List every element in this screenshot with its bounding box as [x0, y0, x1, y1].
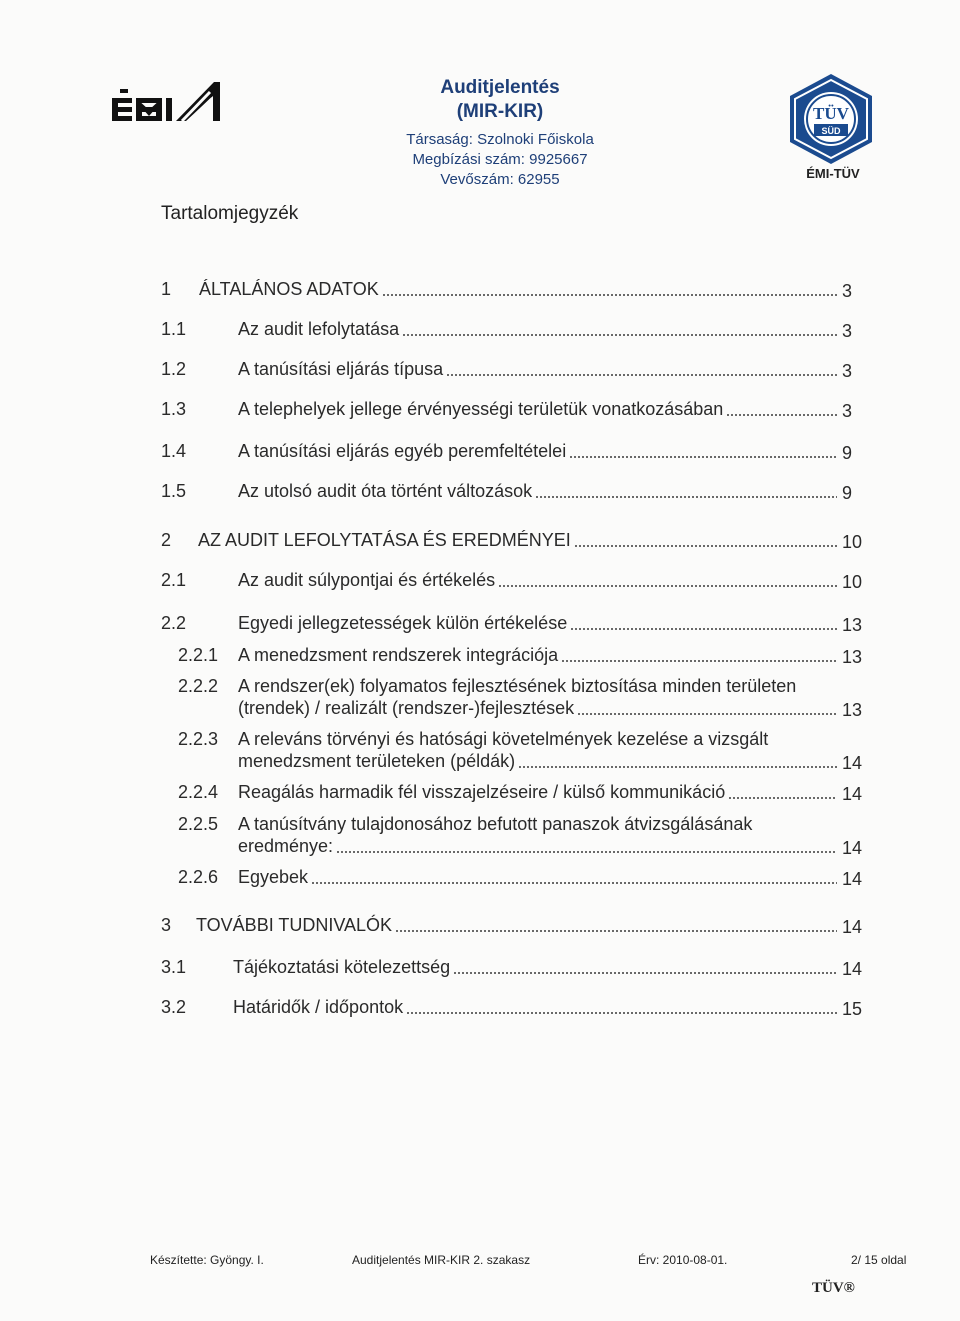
- footer-page-number: 2/ 15 oldal: [851, 1253, 907, 1267]
- toc-dot-leader: [569, 455, 837, 459]
- company-line: Társaság: Szolnoki Főiskola: [406, 131, 594, 148]
- toc-entry-number: 1.4: [161, 441, 187, 461]
- toc-entry[interactable]: [0, 813, 960, 859]
- toc-dot-leader: [561, 659, 837, 663]
- toc-entry-title: Egyebek: [238, 867, 309, 887]
- toc-entry[interactable]: [0, 914, 960, 938]
- tuv-mark: TÜV®: [812, 1280, 855, 1296]
- toc-entry[interactable]: [0, 866, 960, 890]
- toc-entry-title: A tanúsítási eljárás típusa: [238, 359, 444, 379]
- toc-entry[interactable]: [0, 480, 960, 504]
- toc-dot-leader: [577, 712, 837, 716]
- toc-entry-title: A tanúsítvány tulajdonosához befutott panaszok átvizsgálásának: [238, 814, 753, 834]
- toc-entry-title: AZ AUDIT LEFOLYTATÁSA ÉS EREDMÉNYEI: [198, 530, 571, 550]
- toc-entry[interactable]: [0, 644, 960, 668]
- toc-entry-number: 2.2.3: [178, 729, 219, 749]
- toc-entry-number: 2.2.2: [178, 676, 219, 696]
- toc-entry-page: 14: [842, 838, 863, 858]
- toc-entry-page: 13: [842, 615, 863, 635]
- toc-entry-title: Az audit lefolytatása: [238, 319, 400, 339]
- toc-entry-title: A telephelyek jellege érvényességi területük vonatkozásában: [238, 399, 724, 419]
- toc-entry-page: 14: [842, 917, 863, 937]
- toc-entry-title: Határidők / időpontok: [233, 997, 404, 1017]
- toc-entry-title: Az audit súlypontjai és értékelés: [238, 570, 496, 590]
- toc-entry-number: 1.1: [161, 319, 187, 339]
- toc-dot-leader: [336, 850, 837, 854]
- footer-author: Készítette: Gyöngy. I.: [150, 1253, 264, 1267]
- toc-entry-number: 3.1: [161, 957, 187, 977]
- toc-entry-number: 3.2: [161, 997, 187, 1017]
- toc-entry-title-continued: menedzsment területeken (példák): [238, 751, 516, 771]
- toc-dot-leader: [446, 373, 837, 377]
- toc-entry[interactable]: [0, 996, 960, 1020]
- toc-entry-number: 2.2: [161, 613, 187, 633]
- toc-entry-title: A releváns törvényi és hatósági követelmények kezelése a vizsgált: [238, 729, 769, 749]
- toc-entry-number: 1.5: [161, 481, 187, 501]
- report-subtitle: (MIR-KIR): [456, 101, 544, 122]
- toc-dot-leader: [395, 929, 837, 933]
- toc-entry-page: 9: [842, 443, 853, 463]
- emi-tuv-caption: ÉMI-TÜV: [806, 166, 860, 181]
- sud-text: SÜD: [821, 126, 841, 136]
- toc-dot-leader: [535, 495, 837, 499]
- toc-entry-number: 2.2.6: [178, 867, 219, 887]
- toc-dot-leader: [382, 293, 837, 297]
- toc-entry-page: 9: [842, 483, 853, 503]
- toc-entry-title-continued: (trendek) / realizált (rendszer-)fejlesztések: [238, 698, 575, 718]
- tuv-logo-text: TÜV: [813, 104, 849, 123]
- toc-dot-leader: [453, 971, 837, 975]
- report-title: Auditjelentés: [440, 77, 560, 98]
- toc-entry-number: 1: [161, 279, 172, 299]
- toc-entry-title: Az utolsó audit óta történt változások: [238, 481, 533, 501]
- customer-number-line: Vevőszám: 62955: [440, 171, 560, 188]
- toc-entry-page: 10: [842, 572, 863, 592]
- toc-heading: Tartalomjegyzék: [161, 203, 299, 224]
- tuv-logo: [784, 72, 878, 166]
- toc-entry-title: A rendszer(ek) folyamatos fejlesztésének biztosítása minden területen: [238, 676, 797, 696]
- toc-dot-leader: [402, 333, 837, 337]
- toc-entry-number: 2.2.5: [178, 814, 219, 834]
- toc-entry-title: A tanúsítási eljárás egyéb peremfeltételei: [238, 441, 567, 461]
- toc-entry-page: 3: [842, 281, 853, 301]
- footer-validity: Érv: 2010-08-01.: [638, 1253, 728, 1267]
- toc-dot-leader: [311, 881, 837, 885]
- toc-entry[interactable]: [0, 728, 960, 774]
- toc-dot-leader: [570, 627, 837, 631]
- toc-entry[interactable]: [0, 569, 960, 593]
- toc-entry-page: 3: [842, 401, 853, 421]
- toc-dot-leader: [728, 796, 837, 800]
- toc-dot-leader: [574, 544, 837, 548]
- toc-dot-leader: [726, 413, 837, 417]
- toc-entry[interactable]: [0, 358, 960, 382]
- report-header: [380, 76, 620, 190]
- toc-entry-title-continued: eredménye:: [238, 836, 334, 856]
- toc-entry-page: 3: [842, 321, 853, 341]
- footer-document: Auditjelentés MIR-KIR 2. szakasz: [352, 1253, 531, 1267]
- toc-entry-title: TOVÁBBI TUDNIVALÓK: [196, 915, 393, 935]
- toc-entry-number: 2.2.4: [178, 782, 219, 802]
- toc-entry-page: 3: [842, 361, 853, 381]
- toc-entry-number: 1.3: [161, 399, 187, 419]
- toc-entry-number: 1.2: [161, 359, 187, 379]
- toc-entry-number: 3: [161, 915, 172, 935]
- toc-entry[interactable]: [0, 440, 960, 464]
- toc-entry-number: 2.2.1: [178, 645, 219, 665]
- toc-entry[interactable]: [0, 318, 960, 342]
- emi-logo: [112, 80, 252, 140]
- toc-entry-page: 15: [842, 999, 863, 1019]
- toc-entry-page: 13: [842, 647, 863, 667]
- toc-entry[interactable]: [0, 956, 960, 980]
- toc-dot-leader: [518, 765, 837, 769]
- toc-entry-title: A menedzsment rendszerek integrációja: [238, 645, 559, 665]
- order-number-line: Megbízási szám: 9925667: [412, 151, 588, 168]
- toc-entry-page: 13: [842, 700, 863, 720]
- toc-entry[interactable]: [0, 781, 960, 805]
- toc-entry[interactable]: [0, 398, 960, 422]
- toc-entry-title: Reagálás harmadik fél visszajelzéseire / külső kommunikáció: [238, 782, 726, 802]
- toc-entry-title: Egyedi jellegzetességek külön értékelése: [238, 613, 568, 633]
- toc-entry-page: 14: [842, 959, 863, 979]
- toc-entry[interactable]: [0, 675, 960, 721]
- toc-dot-leader: [406, 1011, 837, 1015]
- toc-entry-title: ÁLTALÁNOS ADATOK: [199, 279, 379, 299]
- toc-entry-page: 14: [842, 753, 863, 773]
- toc-entry-number: 2.1: [161, 570, 187, 590]
- toc-entry[interactable]: [0, 529, 960, 553]
- toc-entry-page: 14: [842, 869, 863, 889]
- toc-entry-page: 10: [842, 532, 863, 552]
- toc-entry-title: Tájékoztatási kötelezettség: [233, 957, 451, 977]
- toc-entry[interactable]: [0, 278, 960, 302]
- toc-entry-page: 14: [842, 784, 863, 804]
- toc-entry[interactable]: [0, 612, 960, 636]
- toc-entry-number: 2: [161, 530, 172, 550]
- toc-dot-leader: [498, 584, 837, 588]
